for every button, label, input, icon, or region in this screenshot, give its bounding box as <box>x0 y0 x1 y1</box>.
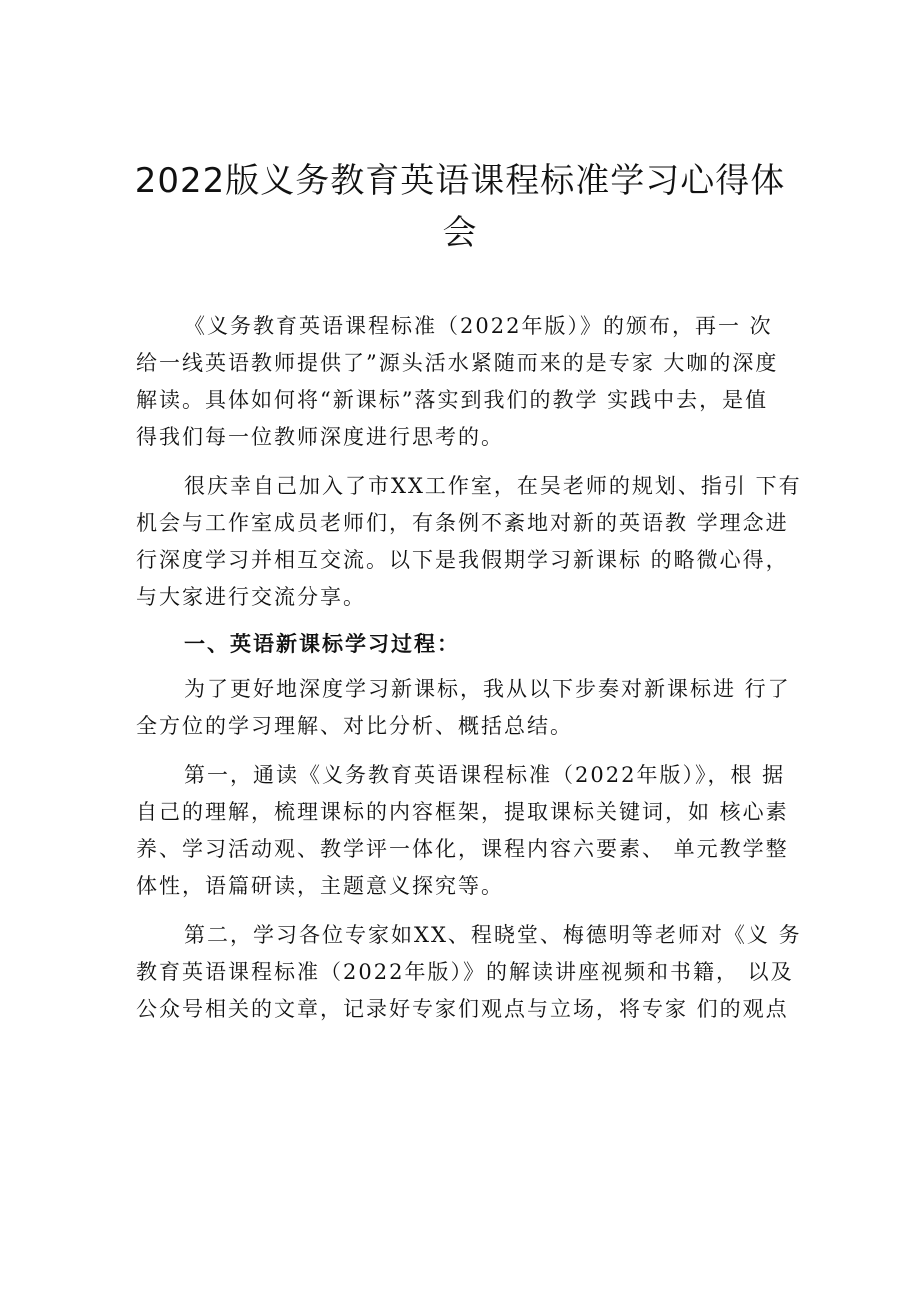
text-line: 全方位的学习理解、对比分析、概括总结。 <box>136 714 573 738</box>
text-line: 机会与工作室成员老师们，有条例不紊地对新的英语教 学理念进 <box>136 511 789 535</box>
text-line: 给一线英语教师提供了”源头活水紧随而来的是专家 大咖的深度 <box>136 351 779 375</box>
document-title <box>100 155 820 259</box>
text-line: 体性，语篇研读，主题意义探究等。 <box>136 874 504 898</box>
title-line-2: 会 <box>442 213 478 253</box>
paragraph-studio <box>136 468 802 616</box>
text-line: 公众号相关的文章，记录好专家们观点与立场，将专家 们的观点 <box>136 997 789 1021</box>
paragraph-intro <box>136 308 796 456</box>
text-line: 第二，学习各位专家如XX、程晓堂、梅德明等老师对《义 务 <box>184 923 802 947</box>
text-line: 养、学习活动观、教学评一体化，课程内容六要素、 单元教学整 <box>136 837 789 861</box>
text-line: 为了更好地深度学习新课标，我从以下步奏对新课标进 行了 <box>184 677 791 701</box>
text-line: 解读。具体如何将“新课标”落实到我们的教学 实践中去，是值 <box>136 388 769 412</box>
text-line: 《义务教育英语课程标准（2022年版）》的颁布，再一 次 <box>184 314 773 338</box>
document-body <box>136 308 802 1028</box>
text-line: 教育英语课程标准（2022年版）》的解读讲座视频和书籍， 以及 <box>136 960 794 984</box>
text-line: 与大家进行交流分享。 <box>136 585 366 609</box>
paragraph-step-one <box>136 757 796 905</box>
text-line: 自己的理解，梳理课标的内容框架，提取课标关键词，如 核心素 <box>136 800 789 824</box>
text-line: 得我们每一位教师深度进行思考的。 <box>136 425 504 449</box>
text-line: 很庆幸自己加入了市XX工作室，在吴老师的规划、指引 下有 <box>184 474 802 498</box>
text-line: 行深度学习并相互交流。以下是我假期学习新课标 的略微心得， <box>136 548 789 572</box>
paragraph-process <box>136 671 796 745</box>
section-heading: 一、英语新课标学习过程： <box>184 632 460 656</box>
paragraph-step-two <box>136 917 802 1028</box>
title-line-1: 2022版义务教育英语课程标准学习心得体 <box>134 161 786 201</box>
text-line: 第一，通读《义务教育英语课程标准（2022年版）》，根 据 <box>184 763 786 787</box>
